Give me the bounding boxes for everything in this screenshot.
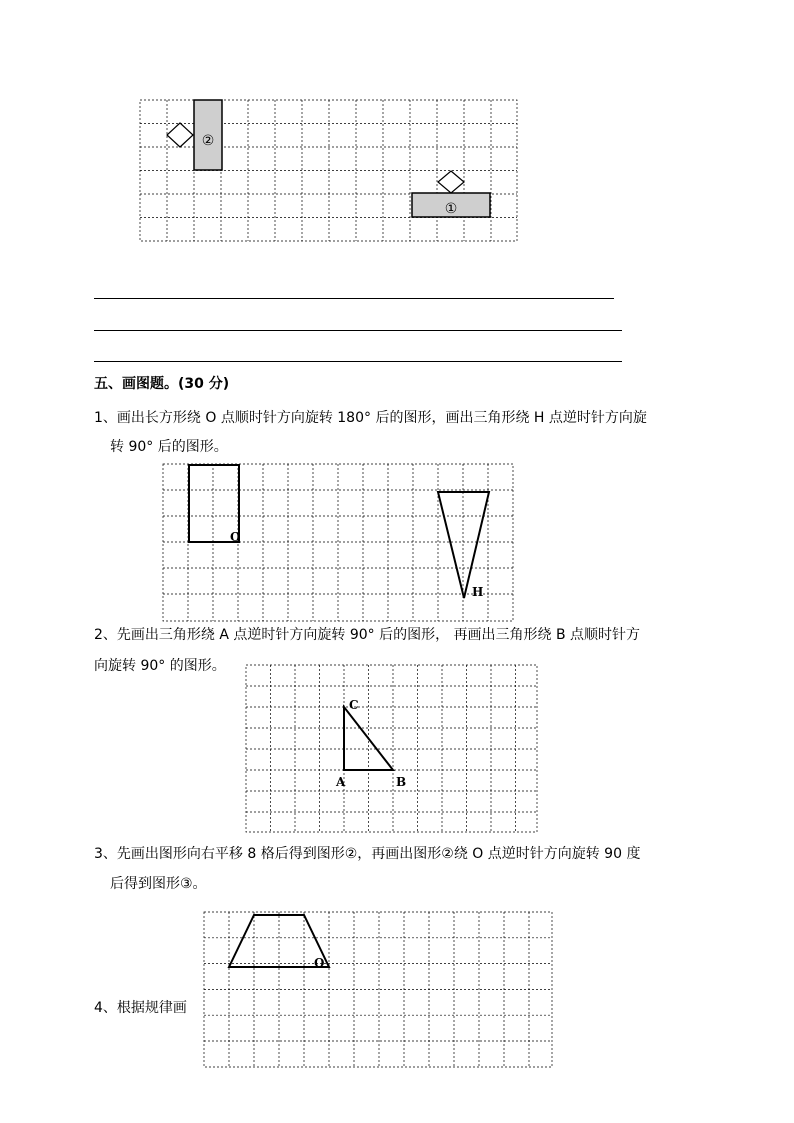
q1-grid [163,464,515,624]
q1-text-line1: 1、画出长方形绕 O 点顺时针方向旋转 180° 后的图形，画出三角形绕 H 点逆时针方向旋 [94,410,647,426]
q1-point-h: H [472,585,484,599]
q2-text-line1: 2、先画出三角形绕 A 点逆时针方向旋转 90° 后的图形， 再画出三角形绕 B 点顺时针方 [94,627,641,643]
top-grid [140,100,520,245]
q2-triangle [344,707,393,770]
q3-grid [204,912,556,1070]
answer-line-3[interactable] [94,361,622,362]
grid-border [246,665,537,832]
grid-lines [204,912,552,1067]
q3-point-o: O [314,956,325,970]
q2-point-b: B [396,775,407,789]
label-1: ① [444,201,458,217]
diamond-2 [167,123,193,147]
q1-text-line2: 转 90° 后的图形。 [110,439,228,455]
grid-lines [246,665,537,832]
diamond-1 [438,171,464,193]
answer-line-2[interactable] [94,330,622,331]
q3-text-line2: 后得到图形③。 [110,876,207,892]
q1-point-o: O [230,530,241,544]
q2-grid [246,665,540,835]
q2-point-c: C [349,698,359,712]
q1-triangle [438,492,489,598]
q3-text-line1: 3、先画出图形向右平移 8 格后得到图形②，再画出图形②绕 O 点逆时针方向旋转 90 度 [94,846,641,862]
answer-line-1[interactable] [94,298,614,299]
section-title: 五、画图题。(30 分) [94,376,230,392]
label-2: ② [201,133,215,149]
q2-point-a: A [336,775,346,789]
q2-text-line2: 向旋转 90° 的图形。 [94,658,226,674]
q4-text: 4、根据规律画 [94,1000,187,1016]
